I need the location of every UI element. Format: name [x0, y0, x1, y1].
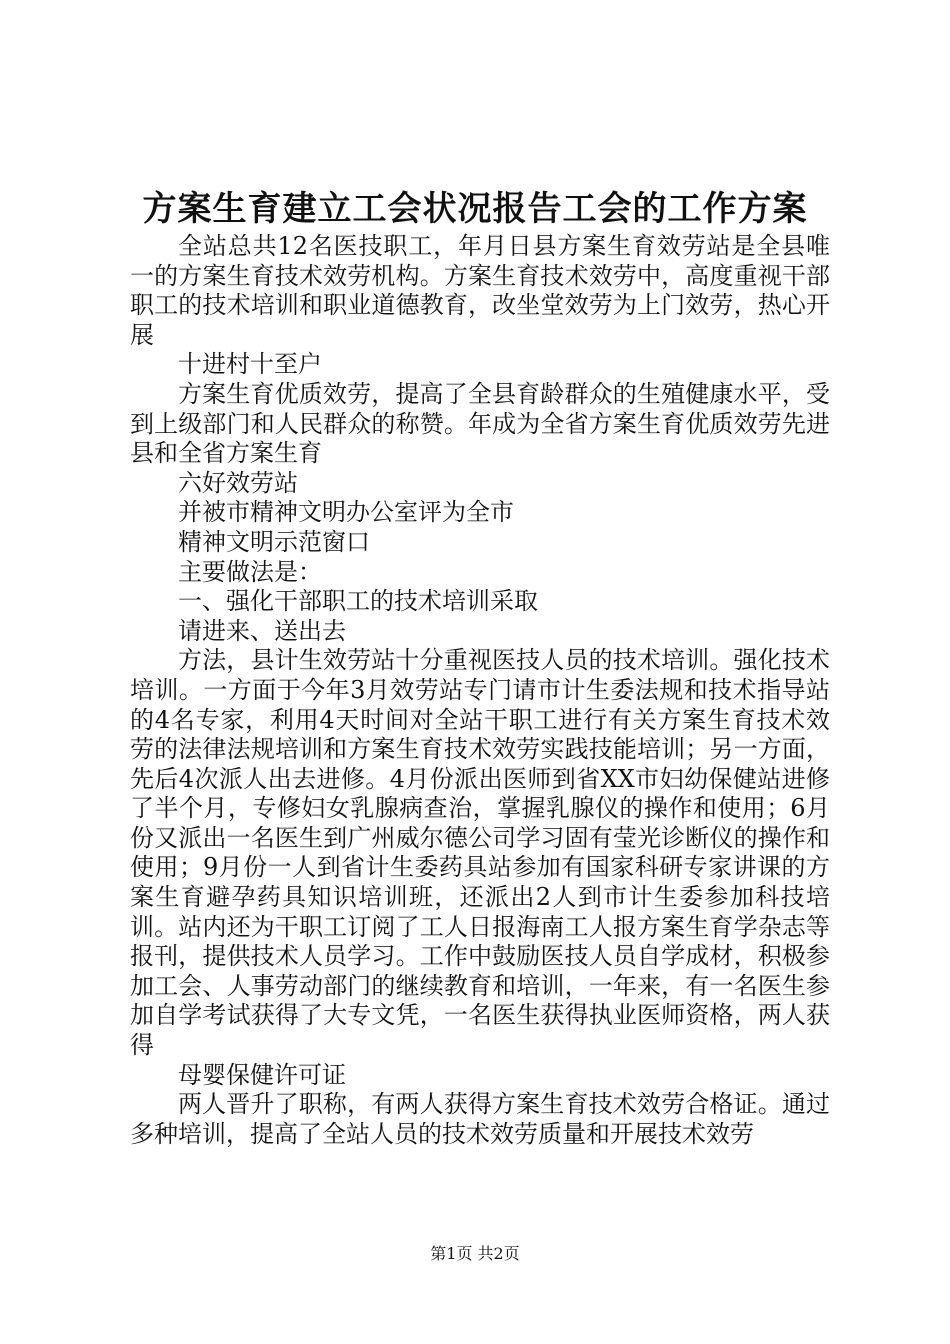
paragraph: 主要做法是： — [178, 557, 322, 586]
paragraph: 十进村十至户 — [178, 350, 322, 379]
document-body — [130, 232, 830, 1149]
paragraph: 并被市精神文明办公室评为全市 — [178, 498, 514, 527]
paragraph: 一、强化干部职工的技术培训采取 — [178, 587, 538, 616]
page-number-footer: 第1页 共2页 — [430, 1244, 520, 1263]
paragraph: 请进来、送出去 — [178, 616, 346, 645]
paragraph: 两人晋升了职称，有两人获得方案生育技术效劳合格证。通过多种培训，提高了全站人员的技术效劳质量和开展技术效劳 — [130, 1090, 830, 1148]
paragraph: 六好效劳站 — [178, 468, 298, 497]
paragraph: 精神文明示范窗口 — [178, 527, 370, 556]
paragraph: 母婴保健许可证 — [178, 1060, 346, 1089]
paragraph: 全站总共12名医技职工，年月日县方案生育效劳站是全县唯一的方案生育技术效劳机构。方案生育技术效劳中，高度重视干部职工的技术培训和职业道德教育，改坐堂效劳为上门效劳，热心开展 — [130, 232, 830, 349]
paragraph: 方案生育优质效劳，提高了全县育龄群众的生殖健康水平，受到上级部门和人民群众的称赞。年成为全省方案生育优质效劳先进县和全省方案生育 — [130, 379, 830, 468]
document-title: 方案生育建立工会状况报告工会的工作方案 — [142, 189, 808, 229]
paragraph: 方法，县计生效劳站十分重视医技人员的技术培训。强化技术培训。一方面于今年3月效劳站专门请市计生委法规和技术指导站的4名专家，利用4天时间对全站干职工进行有关方案生育技术效劳的法律法规培训和方案生育技术效劳实践技能培训；另一方面，先后4次派人出去进修。4月份派出医师到省XX市妇幼保健站进修了半个月，专修妇女乳腺病查治，掌握乳腺仪的操作和使用；6月份又派出一名医生到广州威尔德公司学习固有莹光诊断仪的操作和使用；9月份一人到省计生委药具站参加有国家科研专家讲课的方案生育避孕药具知识培训班，还派出2人到市计生委参加科技培训。站内还为干职工订阅了工人日报海南工人报方案生育学杂志等报刊，提供技术人员学习。工作中鼓励医技人员自学成材，积极参加工会、人事劳动部门的继续教育和培训，一年来，有一名医生参加自学考试获得了大专文凭，一名医生获得执业医师资格，两人获得 — [130, 646, 830, 1060]
